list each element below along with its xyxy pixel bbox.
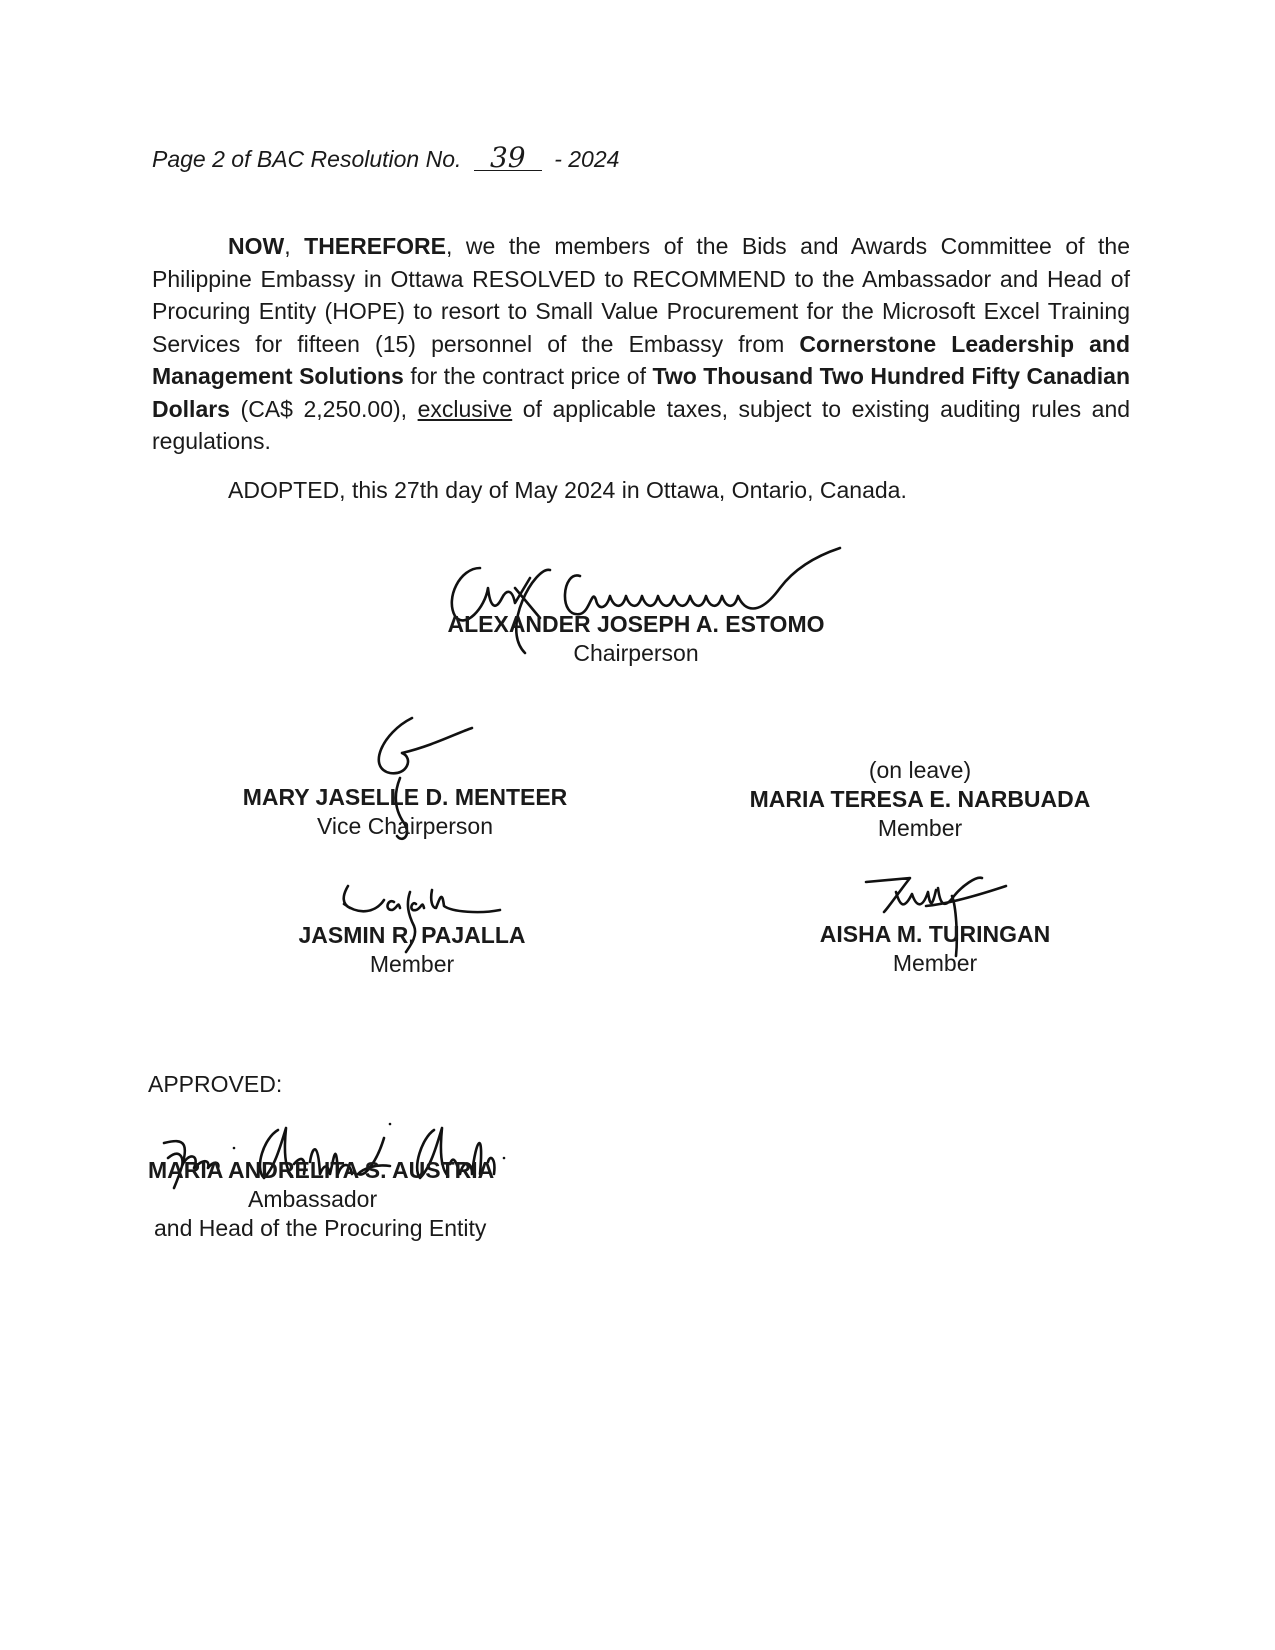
vice-chair-name: MARY JASELLE D. MENTEER	[242, 784, 568, 810]
member-on-leave-block	[720, 756, 1120, 843]
ambassador-role-1: Ambassador	[248, 1186, 378, 1212]
price-amount: (CA$ 2,250.00),	[240, 395, 408, 422]
approved-label: APPROVED:	[148, 1071, 283, 1097]
vice-chair-block	[220, 783, 590, 841]
price-words: Two Thousand Two Hundred Fifty Canadian Dollars	[152, 363, 1131, 422]
on-leave-note: (on leave)	[868, 757, 972, 783]
header-suffix: - 2024	[554, 146, 620, 172]
chair-block	[420, 610, 852, 668]
chair-role: Chairperson	[573, 640, 699, 666]
ambassador-name: MARIA ANDRELITA S. AUSTRIA	[148, 1157, 495, 1183]
member-3-block	[760, 920, 1110, 978]
resolution-number: 39	[474, 146, 542, 171]
member-3-role: Member	[892, 950, 978, 976]
member-3-name: AISHA M. TURINGAN	[819, 921, 1051, 947]
header-prefix: Page 2 of BAC Resolution No.	[152, 146, 462, 172]
exclusive-word: exclusive	[417, 395, 513, 422]
page-header	[152, 141, 620, 174]
body-text-3: of applicable taxes, subject to existing auditing rules and regulations.	[152, 395, 1131, 454]
member-2-block	[262, 921, 562, 979]
lead-comma: ,	[284, 233, 291, 259]
member-2-name: JASMIN R. PAJALLA	[298, 922, 526, 948]
ambassador-role-2: and Head of the Procuring Entity	[154, 1215, 487, 1241]
member-1-name: MARIA TERESA E. NARBUADA	[749, 786, 1091, 812]
body-text-1: , we the members of the Bids and Awards Committee of the Philippine Embassy in Ottawa RESOLVED to RECOMMEND to the Ambassador and Head of Procuring Entity (HOPE) to resort to Small Value Procurement for the Microsoft Excel Training Services for fifteen (15) personnel of the Embassy from	[152, 233, 1130, 357]
adopted-statement: ADOPTED, this 27th day of May 2024 in Ottawa, Ontario, Canada.	[228, 477, 907, 503]
chair-name: ALEXANDER JOSEPH A. ESTOMO	[447, 611, 825, 637]
body-text-2: for the contract price of	[410, 363, 646, 389]
lead-now: NOW	[228, 233, 285, 259]
vice-chair-role: Vice Chairperson	[316, 813, 493, 839]
lead-therefore: THEREFORE	[304, 233, 446, 259]
member-2-role: Member	[369, 951, 455, 977]
ambassador-block	[140, 1156, 540, 1243]
member-1-role: Member	[877, 815, 963, 841]
resolution-paragraph	[152, 230, 1130, 458]
vendor-name: Cornerstone Leadership and Management Solutions	[152, 330, 1130, 389]
